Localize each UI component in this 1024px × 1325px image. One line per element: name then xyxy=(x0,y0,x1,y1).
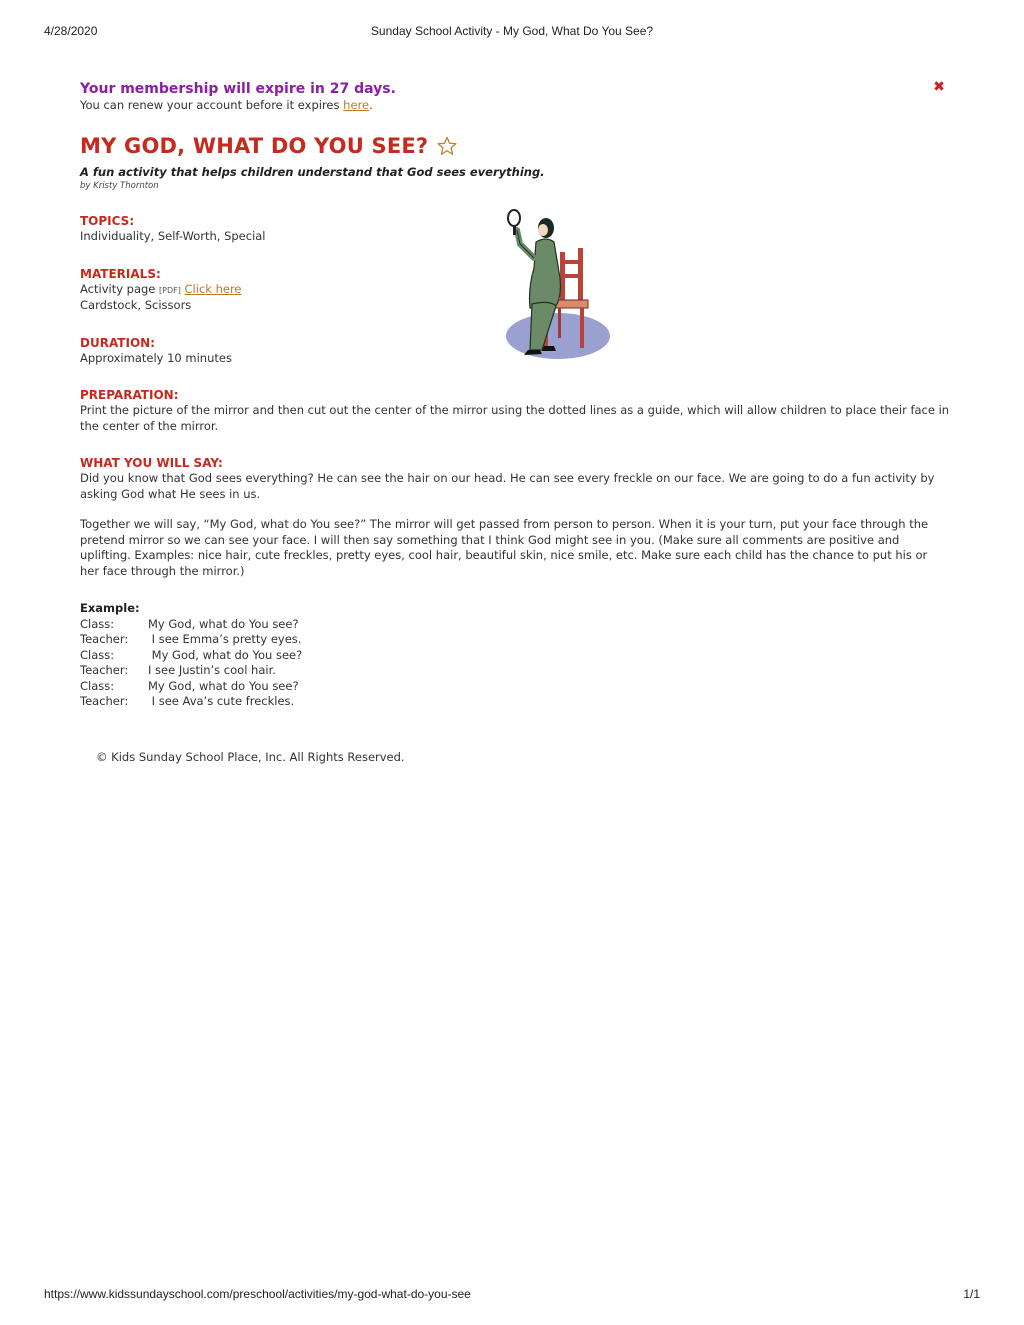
preparation-heading: PREPARATION: xyxy=(80,388,179,402)
print-page-title: Sunday School Activity - My God, What Do You See? xyxy=(370,24,654,38)
star-outline-icon[interactable] xyxy=(436,135,458,157)
membership-note-text: You can renew your account before it expires xyxy=(80,98,344,112)
what-you-will-say-heading: WHAT YOU WILL SAY: xyxy=(80,456,223,470)
dialog-row xyxy=(80,663,950,679)
renew-link[interactable]: here xyxy=(343,98,370,112)
activity-subtitle: A fun activity that helps children understand that God sees everything. xyxy=(80,165,545,179)
dialog-line: I see Ava’s cute freckles. xyxy=(148,694,295,708)
dialog-line: I see Emma’s pretty eyes. xyxy=(148,632,302,646)
dialog-row xyxy=(80,648,950,664)
print-url: https://www.kidssundayschool.com/preschool/activities/my-god-what-do-you-see xyxy=(44,1287,471,1301)
print-page-count: 1/1 xyxy=(963,1287,980,1301)
materials-other: Cardstock, Scissors xyxy=(80,298,192,312)
activity-title: MY GOD, WHAT DO YOU SEE? xyxy=(80,134,429,158)
what-you-will-say-para2: Together we will say, “My God, what do You see?” The mirror will get passed from person to person. When it is your turn, put your face through the pretend mirror so we can see your face. I will then say something that I think God might see in you. (Make sure all comments are positive and uplifting. Examples: nice hair, cute freckles, pretty eyes, cool hair, beautiful skin, nice smile, etc. Make sure each child has the chance to put his or her face through the mirror.) xyxy=(80,517,929,578)
dialog-speaker: Class: xyxy=(80,616,115,631)
page-title xyxy=(80,133,950,159)
dialog-line: My God, what do You see? xyxy=(148,678,299,693)
membership-note xyxy=(80,98,950,113)
print-date: 4/28/2020 xyxy=(44,24,98,38)
pdf-tag: [PDF] xyxy=(159,285,181,295)
example-dialog xyxy=(80,617,950,710)
activity-byline: by Kristy Thornton xyxy=(80,181,159,191)
preparation-text: Print the picture of the mirror and then cut out the center of the mirror using the dotted lines as a guide, which will allow children to place their face in the center of the mirror. xyxy=(80,403,950,433)
duration-heading: DURATION: xyxy=(80,335,155,350)
activity-info xyxy=(80,214,950,366)
main-content xyxy=(80,80,950,764)
dialog-row xyxy=(80,632,950,648)
dialog-row xyxy=(80,679,950,695)
dialog-line: My God, what do You see? xyxy=(148,616,299,631)
dialog-speaker: Teacher: xyxy=(80,694,129,708)
dialog-speaker: Class: xyxy=(80,678,115,693)
topics-text: Individuality, Self-Worth, Special xyxy=(80,229,266,243)
copyright: © Kids Sunday School Place, Inc. All Rights Reserved. xyxy=(96,749,405,764)
print-header xyxy=(0,24,1024,40)
click-here-link[interactable]: Click here xyxy=(184,281,242,296)
dialog-speaker: Teacher: xyxy=(80,663,129,677)
dialog-row xyxy=(80,617,950,633)
dialog-row xyxy=(80,694,950,710)
dialog-speaker: Class: xyxy=(80,647,115,662)
woman-with-mirror-illustration xyxy=(490,208,610,368)
dialog-speaker: Teacher: xyxy=(80,632,129,646)
print-footer xyxy=(0,1287,1024,1303)
what-you-will-say-para1: Did you know that God sees everything? He can see the hair on our head. He can see every freckle on our face. We are going to do a fun activity by asking God what He sees in us. xyxy=(80,471,935,501)
materials-heading: MATERIALS: xyxy=(80,266,161,281)
close-icon[interactable]: ✖ xyxy=(933,79,945,95)
membership-note-end: . xyxy=(369,98,373,112)
membership-title: Your membership will expire in 27 days. xyxy=(80,81,396,97)
topics-heading: TOPICS: xyxy=(80,214,135,228)
dialog-line: I see Justin’s cool hair. xyxy=(148,663,276,677)
duration-text: Approximately 10 minutes xyxy=(80,350,232,365)
membership-notice xyxy=(80,80,950,113)
activity-page-label: Activity page xyxy=(80,281,160,296)
example-heading: Example: xyxy=(80,601,140,615)
dialog-line: My God, what do You see? xyxy=(148,647,303,662)
